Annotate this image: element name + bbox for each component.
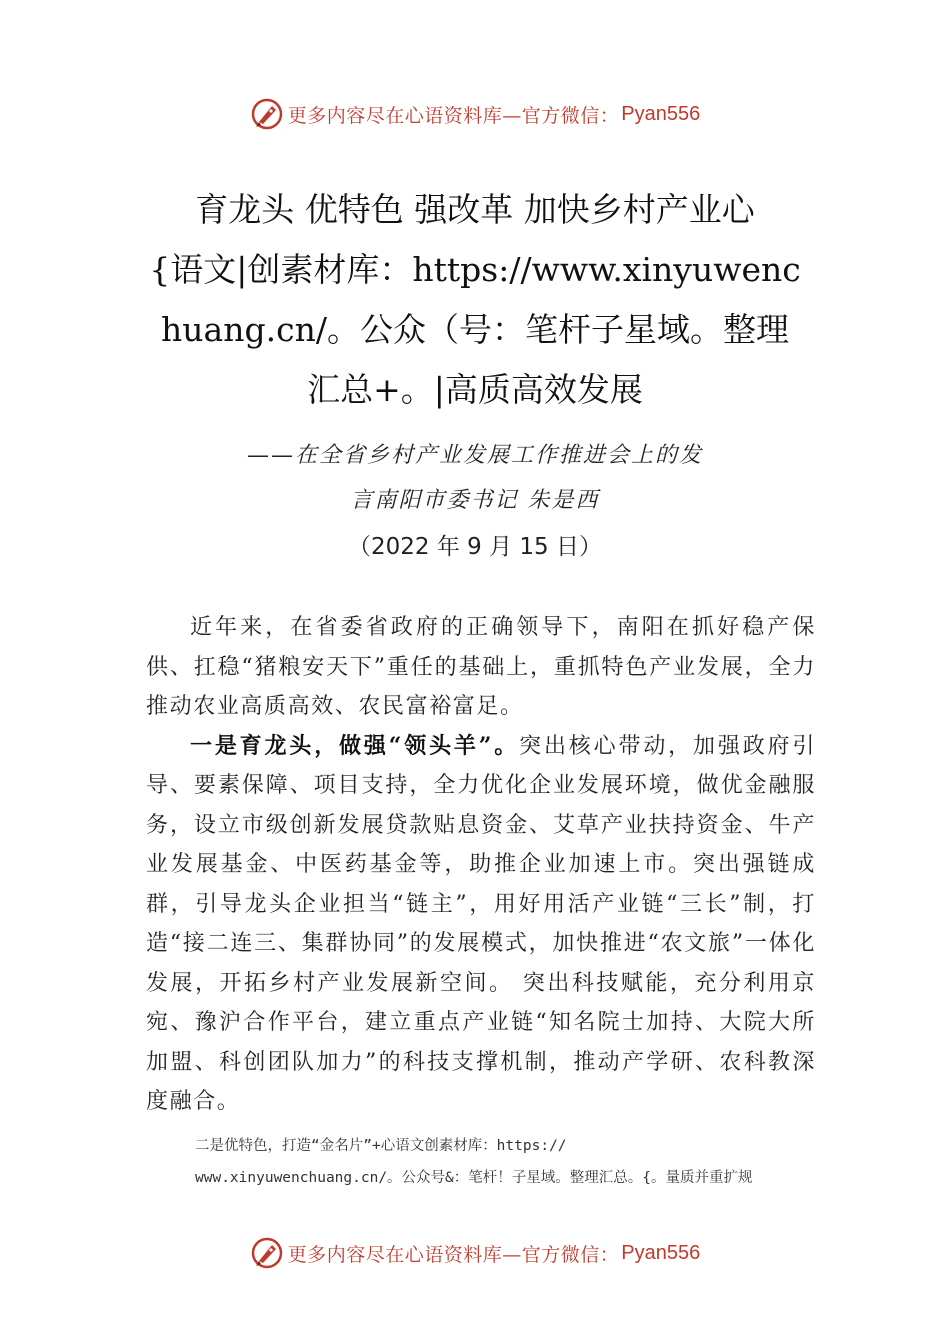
footer-banner	[0, 1233, 950, 1273]
first-point-heading: 一是育龙头，做强“领头羊”。	[190, 732, 520, 759]
first-point-body: 突出核心带动，加强政府引导、要素保障、项目支持，全力优化企业发展环境，做优金融服务，设立市级创新发展贷款贴息资金、艾草产业扶持资金、牛产业发展基金、中医药基金等，助推企业加速上市。突出强链成群，引导龙头企业担当“链主”，用好用活产业链“三长”制，打造“接二连三、集群协同”的发展模式，加快推进“农文旅”一体化发展，开拓乡村产业发展新空间。 突出科技赋能，充分利用京宛、豫沪合作平台，建立重点产业链“知名院士加持、大院大所加盟、科创团队加力”的科技支撑机制，推动产学研、农科教深度融合。	[146, 733, 817, 1114]
wechat-id: Pyan556	[621, 102, 701, 125]
note-line: 二是优特色，打造“金名片”+心语文创素材库：https://	[195, 1138, 567, 1154]
speech-date: （2022 年 9 月 15 日）	[348, 534, 602, 560]
first-point-paragraph	[146, 727, 816, 1122]
header-banner	[0, 94, 950, 134]
document-title	[140, 180, 810, 420]
watermark-note	[195, 1130, 835, 1194]
subtitle-line: ——在全省乡村产业发展工作推进会上的发	[246, 443, 703, 468]
banner-text: 更多内容尽在心语资料库—官方微信：	[287, 1243, 620, 1266]
pen-nib-logo-icon	[250, 97, 284, 131]
wechat-id: Pyan556	[621, 1241, 701, 1264]
intro-paragraph: 近年来，在省委省政府的正确领导下，南阳在抓好稳产保供、扛稳“猪粮安天下”重任的基础上，重抓特色产业发展，全力推动农业高质高效、农民富裕富足。	[146, 615, 816, 719]
banner-text: 更多内容尽在心语资料库—官方微信：	[287, 104, 620, 127]
title-line: 育龙头 优特色 强改革 加快乡村产业心	[195, 190, 755, 229]
title-line: 汇总+。|高质高效发展	[307, 370, 643, 409]
title-line: huang.cn/。公众（号：笔杆子星域。整理	[161, 310, 789, 349]
title-line: {语文|创素材库：https://www.xinyuwenc	[149, 250, 801, 289]
pen-nib-logo-icon	[250, 1236, 284, 1270]
note-line: www.xinyuwenchuang.cn/。公众号&：笔杆！子星域。整理汇总。{。量质并重扩规	[195, 1170, 753, 1186]
document-body	[146, 608, 816, 1122]
subtitle-line: 言南阳市委书记 朱是西	[350, 488, 600, 513]
